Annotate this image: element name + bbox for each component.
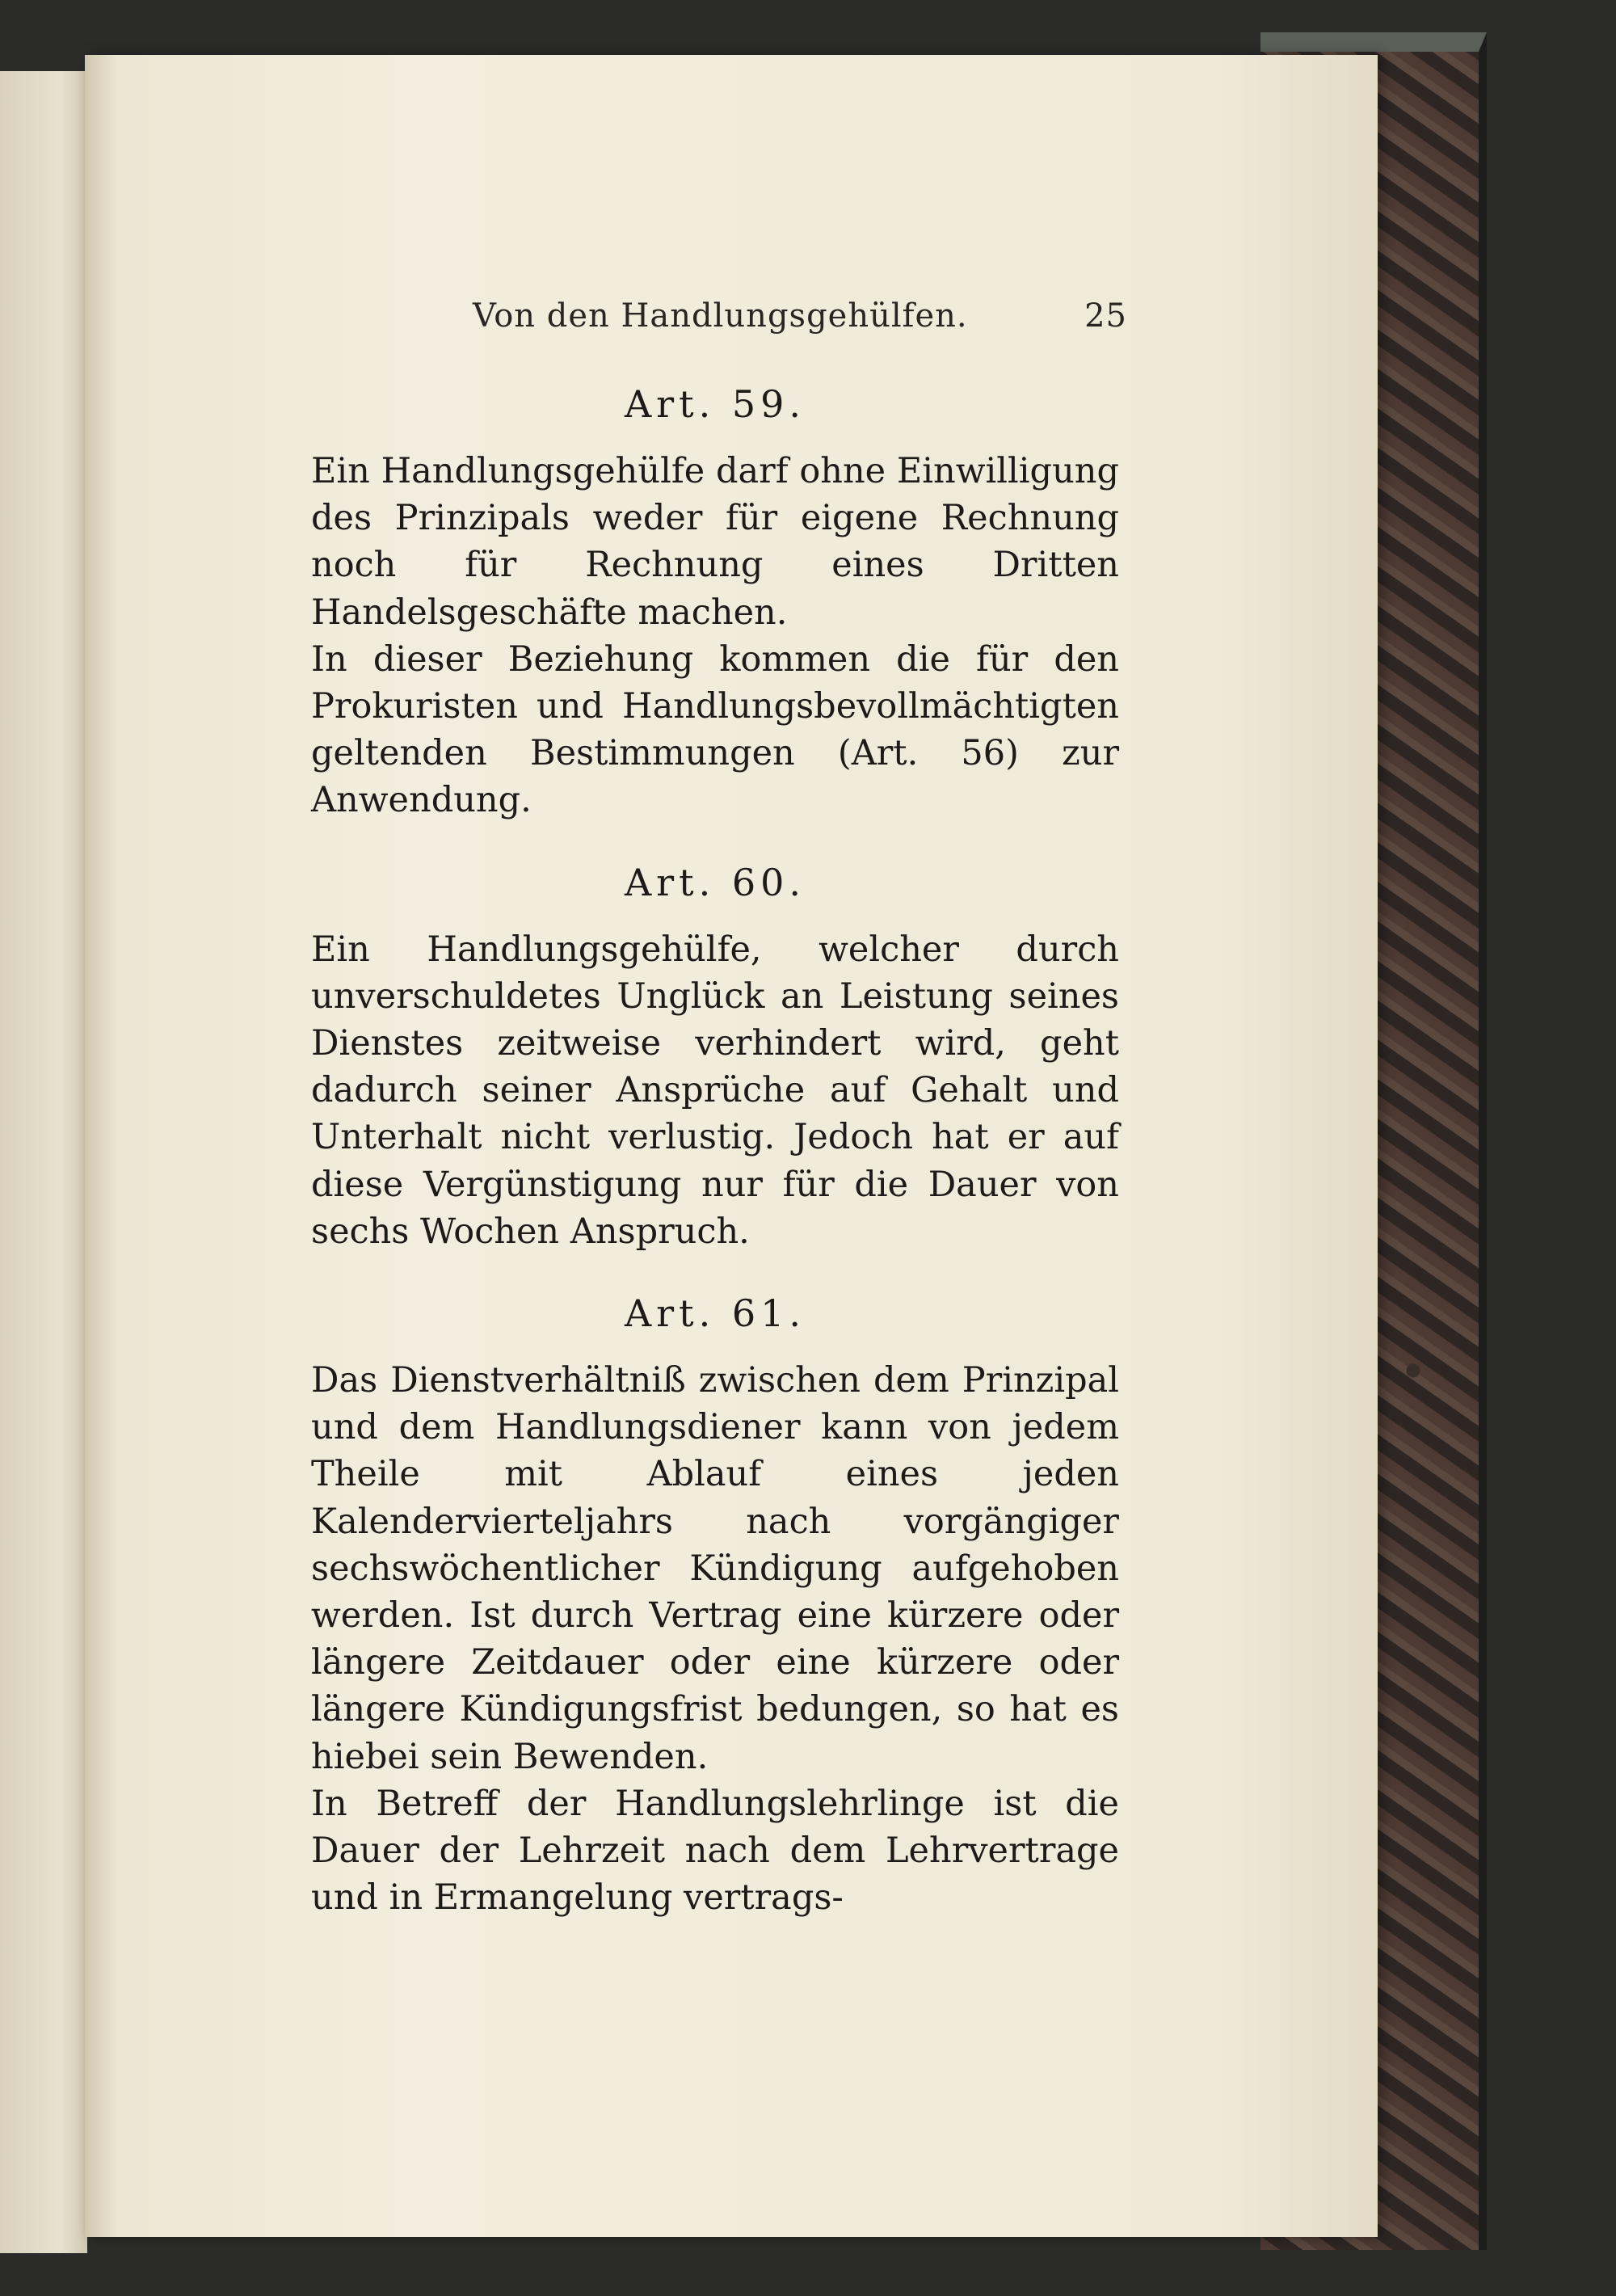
running-head-title: Von den Handlungsgehülfen. <box>473 297 968 335</box>
article-60-paragraph-1: Ein Handlungsgehülfe, welcher durch unverschuldetes Unglück an Leistung seines Dienstes zeitweise verhindert wird, geht dadurch seiner Ansprüche auf Gehalt und Unterhalt nicht verlustig. Jedoch hat er auf diese Vergünstigung nur für die Dauer von sechs Wochen Anspruch. <box>311 929 1119 1252</box>
article-59-heading: Art. 59. <box>624 382 806 426</box>
article-59-paragraph-2: In dieser Beziehung kommen die für den Prokuristen und Handlungsbevollmächtigten geltenden Bestimmungen (Art. 56) zur Anwendung. <box>311 638 1119 821</box>
running-head <box>384 297 1127 338</box>
left-page-edge <box>0 71 87 2253</box>
article-59-paragraph-1: Ein Handlungsgehülfe darf ohne Einwilligung des Prinzipals weder für eigene Rechnung noch für Rechnung eines Dritten Handelsgeschäfte machen. <box>311 451 1119 633</box>
book-page <box>85 55 1378 2237</box>
page-body <box>311 378 1119 1921</box>
article-61-paragraph-1: Das Dienstverhältniß zwischen dem Prinzipal und dem Handlungsdiener kann von jedem Theile mit Ablauf eines jeden Kalendervierteljahrs nach vorgängiger sechswöchentlicher Kündigung aufgehoben werden. Ist durch Vertrag eine kürzere oder längere Zeitdauer oder eine kürzere oder längere Kündigungsfrist bedungen, so hat es hiebei sein Bewenden. <box>311 1360 1119 1777</box>
article-61-heading: Art. 61. <box>624 1291 806 1336</box>
article-61-paragraph-2: In Betreff der Handlungslehrlinge ist die Dauer der Lehrzeit nach dem Lehrvertrage und in Ermangelung vertrags- <box>311 1783 1119 1919</box>
page-number: 25 <box>1084 297 1127 335</box>
article-60-heading: Art. 60. <box>624 860 806 904</box>
